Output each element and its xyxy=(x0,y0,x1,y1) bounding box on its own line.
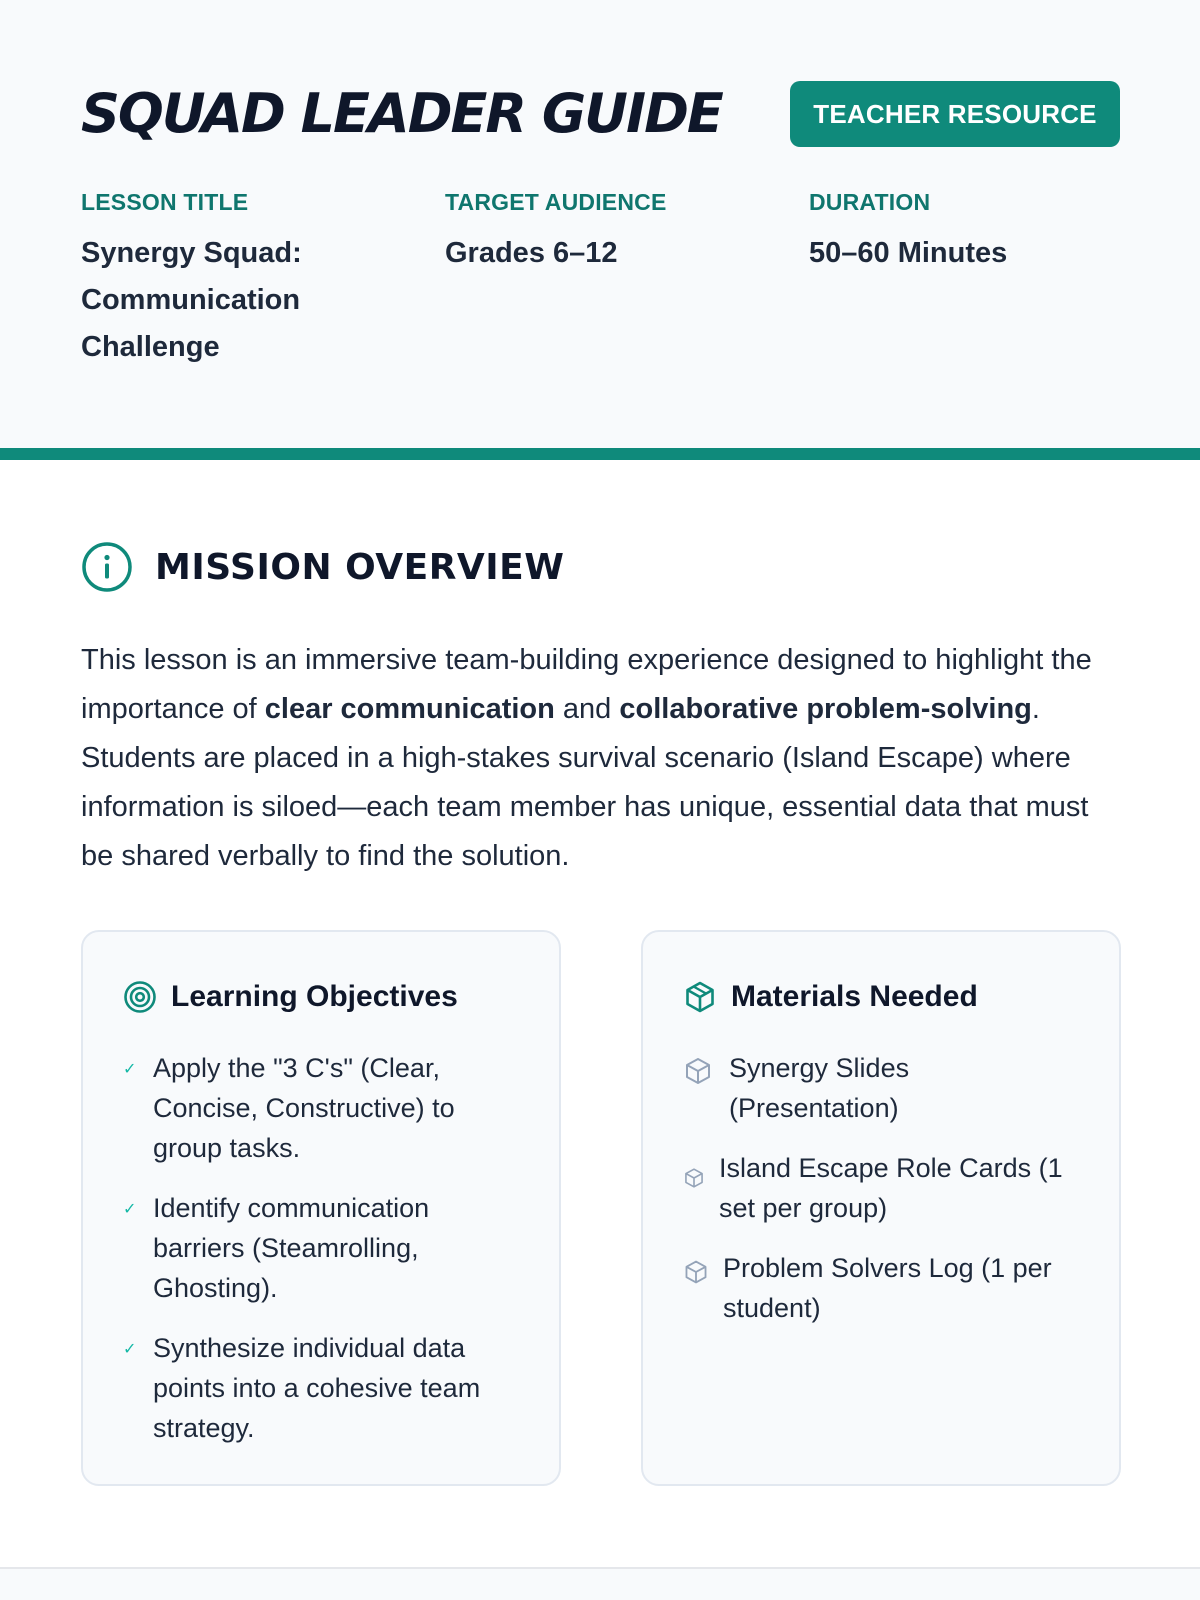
list-item-text: Problem Solvers Log (1 per student) xyxy=(723,1253,1052,1323)
materials-list xyxy=(683,1048,1083,1348)
list-item-text: Synthesize individual data points into a cohesive team strategy. xyxy=(153,1333,481,1443)
list-item xyxy=(123,1188,523,1308)
overview-text: and xyxy=(554,693,620,725)
list-item xyxy=(123,1328,523,1448)
list-item-text: Island Escape Role Cards (1 set per group) xyxy=(719,1153,1063,1223)
card-title: Learning Objectives xyxy=(171,980,458,1013)
check-icon: ✓ xyxy=(123,1201,137,1218)
section-title: MISSION OVERVIEW xyxy=(155,546,565,588)
meta-label: DURATION xyxy=(809,189,931,215)
box-icon xyxy=(683,1248,723,1296)
header-divider xyxy=(0,448,1200,460)
meta-lesson-title xyxy=(81,189,411,371)
overview-paragraph xyxy=(81,636,1121,881)
meta-value: Synergy Squad: Communication Challenge xyxy=(81,237,302,363)
teacher-resource-badge: TEACHER RESOURCE xyxy=(790,81,1120,147)
list-item xyxy=(123,1048,523,1168)
list-item xyxy=(683,1048,1083,1128)
meta-value: 50–60 Minutes xyxy=(809,237,1008,269)
card-header xyxy=(683,980,978,1014)
overview-text: This lesson is an immersive team-building experience designed to highlight the importance of xyxy=(81,644,1092,725)
meta-duration xyxy=(809,189,1139,277)
list-item-text: Apply the "3 C's" (Clear, Concise, Constructive) to group tasks. xyxy=(153,1053,455,1163)
meta-value: Grades 6–12 xyxy=(445,237,618,269)
box-icon xyxy=(683,1148,719,1200)
box-icon xyxy=(683,1048,729,1097)
info-icon xyxy=(81,541,133,593)
meta-target-audience xyxy=(445,189,775,277)
mission-overview-heading xyxy=(81,540,564,594)
list-item xyxy=(683,1148,1083,1228)
list-item-text: Identify communication barriers (Steamrolling, Ghosting). xyxy=(153,1193,430,1303)
list-item-text: Synergy Slides (Presentation) xyxy=(729,1053,910,1123)
learning-objectives-card xyxy=(81,930,561,1486)
objectives-list xyxy=(123,1048,523,1468)
page-title: SQUAD LEADER GUIDE xyxy=(81,82,722,145)
footer-band xyxy=(0,1569,1200,1600)
card-header xyxy=(123,980,458,1014)
list-item xyxy=(683,1248,1083,1328)
box-icon xyxy=(683,980,717,1014)
meta-label: TARGET AUDIENCE xyxy=(445,189,667,215)
guide-header xyxy=(0,0,1200,448)
check-icon: ✓ xyxy=(123,1341,137,1358)
materials-needed-card xyxy=(641,930,1121,1486)
overview-text: . Students are placed in a high-stakes survival scenario (Island Escape) where information is siloed—each team member has unique, essential data that must be shared verbally to find the solution. xyxy=(81,693,1089,872)
card-title: Materials Needed xyxy=(731,980,978,1013)
overview-emphasis: collaborative problem-solving xyxy=(619,693,1032,725)
check-icon: ✓ xyxy=(123,1061,137,1078)
overview-emphasis: clear communication xyxy=(264,693,555,725)
meta-label: LESSON TITLE xyxy=(81,189,249,215)
target-icon xyxy=(123,980,157,1014)
